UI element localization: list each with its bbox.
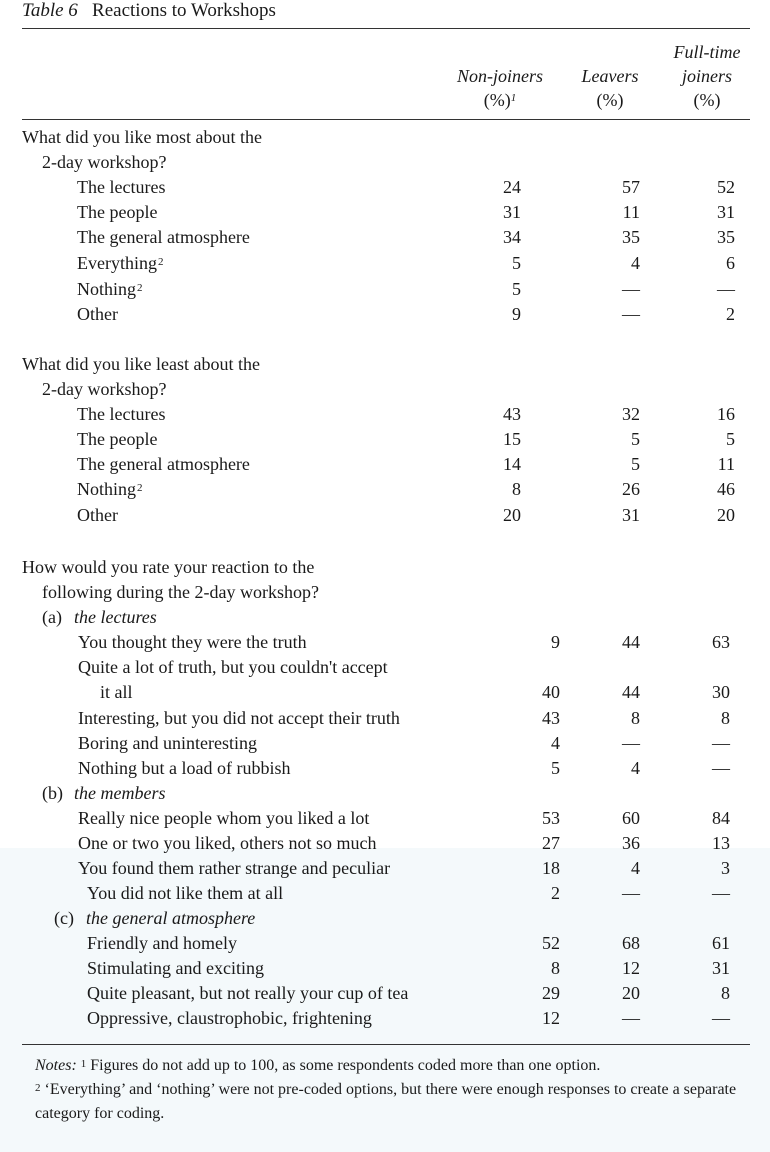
note-text: ‘Everything’ and ‘nothing’ were not pre-coded options, but there were enough responses to create a separate category for coding.	[35, 1081, 737, 1122]
row-label: 2-day workshop?	[42, 379, 167, 399]
row-sublabel: the general atmosphere	[86, 908, 256, 928]
cell-non-joiners: 2	[551, 883, 560, 903]
column-header-label: Leavers	[581, 66, 639, 86]
column-header-label: Full-time	[673, 42, 741, 62]
cell-non-joiners: 9	[512, 304, 521, 324]
table-row	[0, 756, 770, 781]
row-label: You did not like them at all	[87, 883, 284, 903]
cell-full-time-joiners: —	[712, 758, 730, 778]
row-label: Quite pleasant, but not really your cup of tea	[87, 983, 409, 1003]
table-row	[0, 175, 770, 200]
table-row	[0, 402, 770, 427]
note-text: Figures do not add up to 100, as some respondents coded more than one option.	[90, 1057, 601, 1074]
cell-non-joiners: 12	[542, 1008, 560, 1028]
cell-non-joiners: 8	[551, 958, 560, 978]
table-row	[0, 377, 770, 402]
row-label: What did you like most about the	[22, 127, 262, 147]
footnote-mark: 2	[137, 482, 143, 494]
cell-non-joiners: 31	[503, 202, 521, 222]
column-header-label: joiners	[681, 66, 732, 86]
row-label: How would you rate your reaction to the	[22, 557, 315, 577]
table-row	[0, 706, 770, 731]
cell-full-time-joiners: 63	[712, 632, 730, 652]
cell-leavers: 4	[631, 758, 640, 778]
table-row	[0, 781, 770, 806]
table-row	[0, 731, 770, 756]
cell-full-time-joiners: —	[712, 733, 730, 753]
table-row	[0, 352, 770, 377]
footnote-mark: 2	[35, 1082, 41, 1094]
row-label: Boring and uninteresting	[78, 733, 257, 753]
cell-leavers: 44	[622, 632, 640, 652]
table-row	[0, 200, 770, 225]
row-label: You thought they were the truth	[78, 632, 307, 652]
row-label: following during the 2-day workshop?	[42, 582, 319, 602]
cell-full-time-joiners: 3	[721, 858, 730, 878]
top-rule	[22, 28, 750, 29]
row-label: (b)	[42, 783, 63, 803]
table-row	[0, 427, 770, 452]
cell-non-joiners: 4	[551, 733, 560, 753]
cell-leavers: 12	[622, 958, 640, 978]
cell-full-time-joiners: —	[712, 1008, 730, 1028]
table-row	[0, 452, 770, 477]
cell-non-joiners: 9	[551, 632, 560, 652]
row-label: Nothing	[77, 279, 137, 299]
cell-non-joiners: 18	[542, 858, 560, 878]
row-label: One or two you liked, others not so much	[78, 833, 377, 853]
table-row	[0, 605, 770, 630]
header-rule	[22, 119, 750, 120]
notes-label: Notes:	[35, 1057, 77, 1074]
cell-leavers: 32	[622, 404, 640, 424]
cell-full-time-joiners: —	[717, 279, 735, 299]
table-title: Reactions to Workshops	[92, 0, 276, 21]
cell-non-joiners: 5	[512, 279, 521, 299]
row-label: it all	[100, 682, 133, 702]
table-row	[0, 555, 770, 580]
row-label: Quite a lot of truth, but you couldn't accept	[78, 657, 388, 677]
cell-non-joiners: 29	[542, 983, 560, 1003]
footnote-mark: 1	[80, 1058, 87, 1070]
note-1	[35, 1054, 760, 1078]
table-row	[0, 956, 770, 981]
row-label: Nothing but a load of rubbish	[78, 758, 291, 778]
cell-full-time-joiners: 16	[717, 404, 735, 424]
column-header-unit: (%)	[596, 90, 624, 110]
cell-leavers: 26	[622, 479, 640, 499]
cell-non-joiners: 27	[542, 833, 560, 853]
table-notes	[35, 1054, 760, 1126]
row-label: The people	[77, 429, 158, 449]
table-row	[0, 150, 770, 175]
cell-leavers: 11	[622, 202, 640, 222]
table-row	[0, 981, 770, 1006]
table-caption	[22, 0, 276, 22]
table-row	[0, 477, 770, 502]
row-label: (a)	[42, 607, 62, 627]
table-row	[0, 251, 770, 276]
cell-non-joiners: 43	[503, 404, 521, 424]
cell-non-joiners: 24	[503, 177, 521, 197]
row-label: Friendly and homely	[87, 933, 237, 953]
cell-full-time-joiners: 5	[726, 429, 735, 449]
cell-leavers: —	[622, 304, 640, 324]
cell-full-time-joiners: —	[712, 883, 730, 903]
cell-leavers: 20	[622, 983, 640, 1003]
cell-full-time-joiners: 8	[721, 983, 730, 1003]
cell-full-time-joiners: 8	[721, 708, 730, 728]
cell-leavers: 5	[631, 429, 640, 449]
row-label: The people	[77, 202, 158, 222]
column-header-leavers	[570, 40, 650, 112]
cell-leavers: 60	[622, 808, 640, 828]
cell-non-joiners: 34	[503, 227, 521, 247]
table-row	[0, 881, 770, 906]
row-sublabel: the members	[74, 783, 166, 803]
cell-leavers: —	[622, 1008, 640, 1028]
row-label: You found them rather strange and peculiar	[78, 858, 391, 878]
row-label: (c)	[54, 908, 74, 928]
cell-full-time-joiners: 46	[717, 479, 735, 499]
cell-full-time-joiners: 6	[726, 253, 735, 273]
cell-leavers: 36	[622, 833, 640, 853]
cell-leavers: —	[622, 279, 640, 299]
cell-leavers: 68	[622, 933, 640, 953]
cell-full-time-joiners: 84	[712, 808, 730, 828]
cell-non-joiners: 5	[551, 758, 560, 778]
cell-non-joiners: 8	[512, 479, 521, 499]
row-label: Really nice people whom you liked a lot	[78, 808, 370, 828]
cell-leavers: —	[622, 883, 640, 903]
table-row	[0, 580, 770, 605]
table-row	[0, 630, 770, 655]
table-row	[0, 856, 770, 881]
table-row	[0, 831, 770, 856]
row-label: What did you like least about the	[22, 354, 260, 374]
table-row	[0, 225, 770, 250]
cell-full-time-joiners: 11	[717, 454, 735, 474]
cell-non-joiners: 14	[503, 454, 521, 474]
cell-non-joiners: 53	[542, 808, 560, 828]
bottom-rule	[22, 1044, 750, 1045]
footnote-mark: 2	[158, 256, 164, 268]
cell-full-time-joiners: 31	[712, 958, 730, 978]
cell-non-joiners: 52	[542, 933, 560, 953]
row-label: Interesting, but you did not accept their truth	[78, 708, 400, 728]
table-row	[0, 302, 770, 327]
row-label: The general atmosphere	[77, 227, 250, 247]
cell-full-time-joiners: 35	[717, 227, 735, 247]
cell-non-joiners: 15	[503, 429, 521, 449]
table-row	[0, 277, 770, 302]
row-label: Oppressive, claustrophobic, frightening	[87, 1008, 372, 1028]
cell-full-time-joiners: 13	[712, 833, 730, 853]
row-label: The lectures	[77, 404, 166, 424]
row-label: The lectures	[77, 177, 166, 197]
table-row	[0, 1006, 770, 1031]
row-label: 2-day workshop?	[42, 152, 167, 172]
table-number: Table 6	[22, 0, 78, 21]
cell-non-joiners: 40	[542, 682, 560, 702]
cell-leavers: 4	[631, 858, 640, 878]
footnote-mark: 2	[137, 282, 143, 294]
cell-full-time-joiners: 30	[712, 682, 730, 702]
table-row	[0, 931, 770, 956]
column-header-full-time-joiners	[662, 40, 752, 112]
cell-non-joiners: 5	[512, 253, 521, 273]
row-label: The general atmosphere	[77, 454, 250, 474]
row-label: Nothing	[77, 479, 137, 499]
table-row	[0, 680, 770, 705]
cell-full-time-joiners: 61	[712, 933, 730, 953]
cell-leavers: 8	[631, 708, 640, 728]
row-label: Everything	[77, 253, 157, 273]
column-header-unit: (%)	[483, 90, 511, 110]
footnote-mark: 1	[510, 92, 517, 104]
cell-leavers: 57	[622, 177, 640, 197]
column-header-non-joiners	[435, 40, 565, 112]
column-header-unit: (%)	[693, 90, 721, 110]
row-label: Stimulating and exciting	[87, 958, 264, 978]
cell-leavers: 4	[631, 253, 640, 273]
table-row	[0, 503, 770, 528]
cell-leavers: 44	[622, 682, 640, 702]
row-sublabel: the lectures	[74, 607, 157, 627]
cell-full-time-joiners: 52	[717, 177, 735, 197]
table-row	[0, 906, 770, 931]
row-label: Other	[77, 505, 118, 525]
note-2	[35, 1078, 760, 1126]
column-header-label: Non-joiners	[456, 66, 543, 86]
table-row	[0, 125, 770, 150]
cell-leavers: 31	[622, 505, 640, 525]
cell-leavers: 5	[631, 454, 640, 474]
cell-leavers: —	[622, 733, 640, 753]
cell-non-joiners: 43	[542, 708, 560, 728]
table-row	[0, 806, 770, 831]
table-row	[0, 655, 770, 680]
cell-non-joiners: 20	[503, 505, 521, 525]
cell-leavers: 35	[622, 227, 640, 247]
cell-full-time-joiners: 2	[726, 304, 735, 324]
cell-full-time-joiners: 20	[717, 505, 735, 525]
row-label: Other	[77, 304, 118, 324]
cell-full-time-joiners: 31	[717, 202, 735, 222]
